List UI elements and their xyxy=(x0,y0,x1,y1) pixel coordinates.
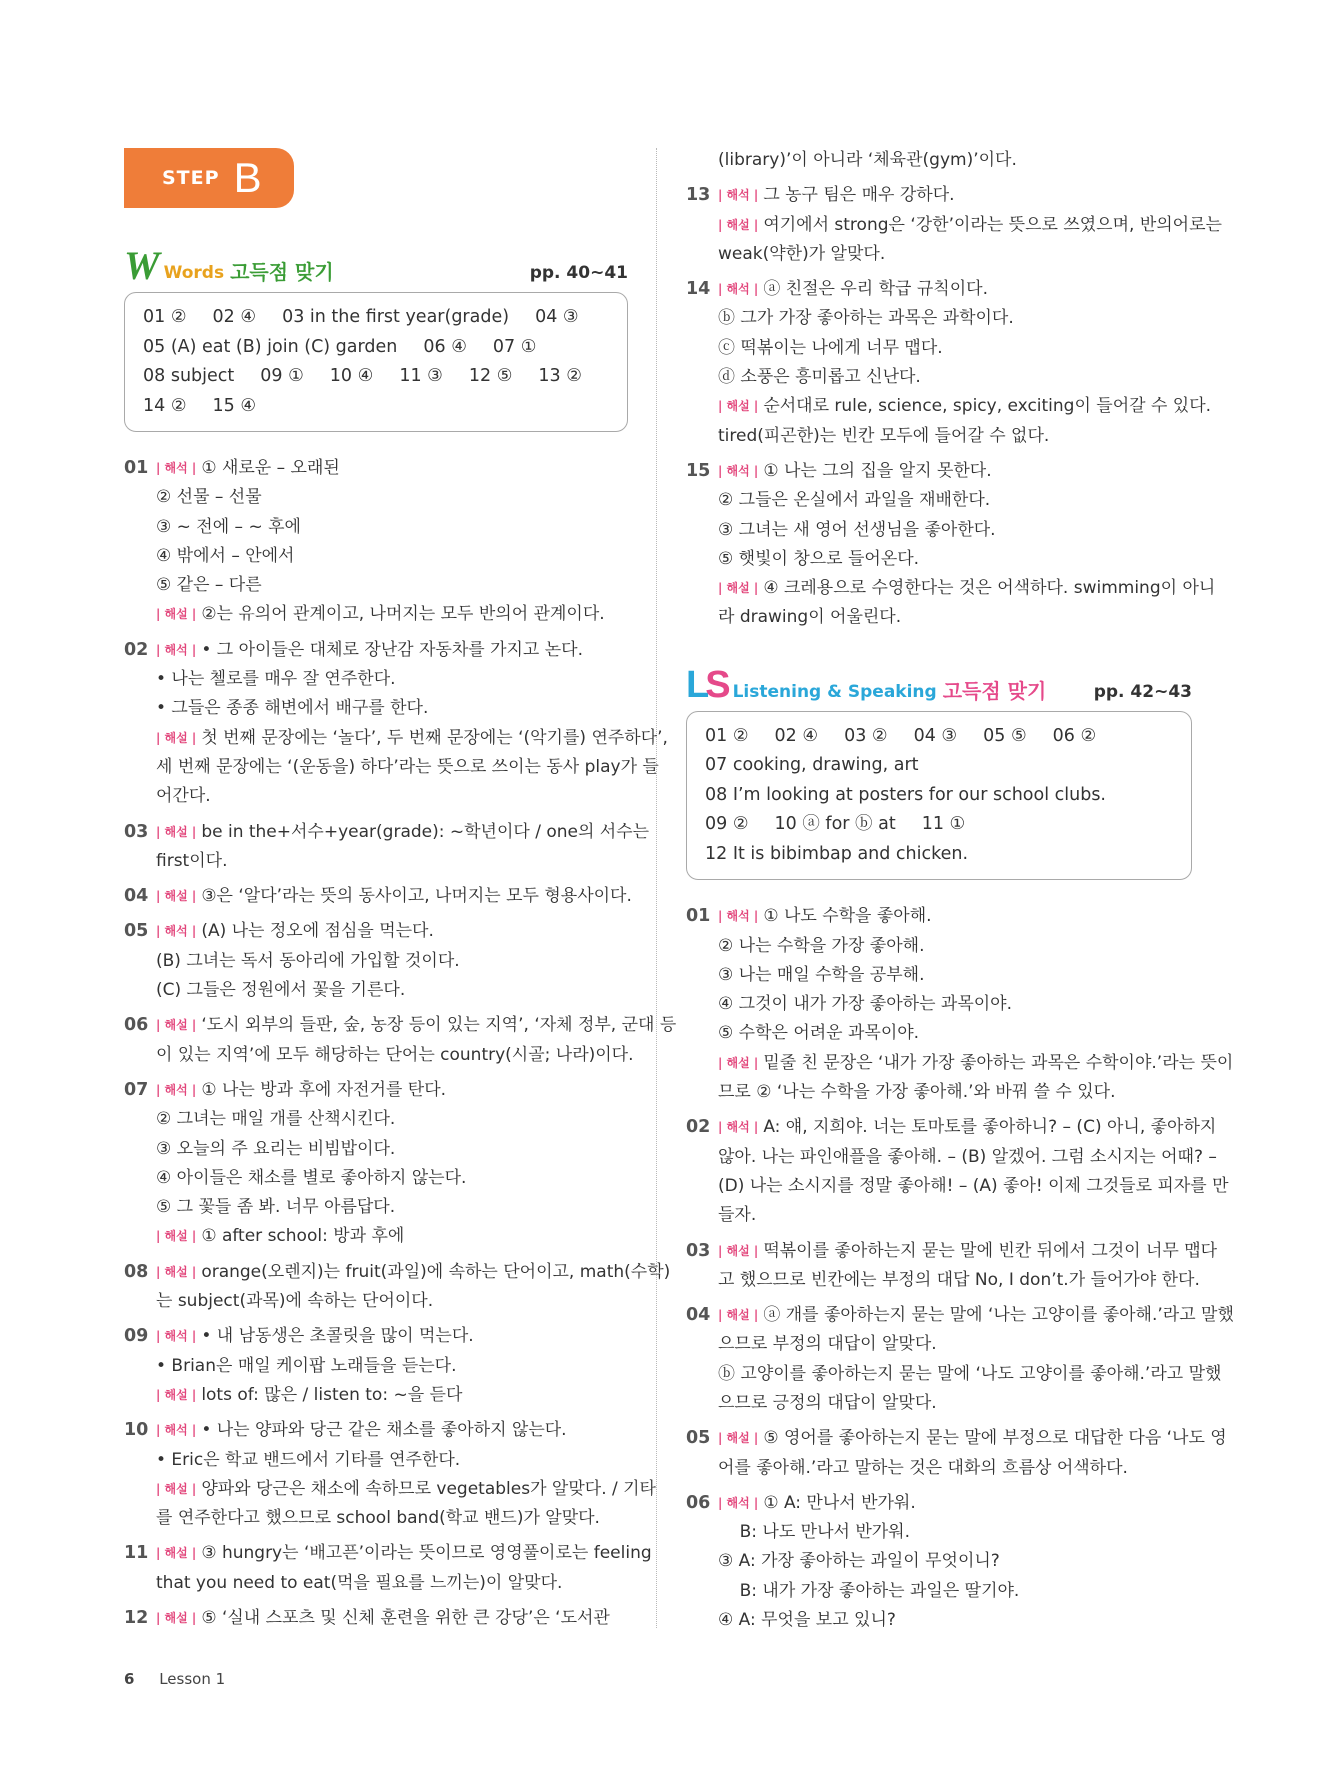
explanation-line xyxy=(718,1019,1192,1048)
line-text: ① A: 만나서 반가워. xyxy=(763,1492,916,1513)
explanation-line xyxy=(718,181,1192,210)
explanation-line xyxy=(718,1577,1192,1606)
line-text: ① 나는 방과 후에 자전거를 탄다. xyxy=(201,1079,447,1100)
explanation-line xyxy=(718,1049,1234,1078)
explanation-item xyxy=(124,1011,677,1070)
explanation-line xyxy=(156,665,628,694)
explanation-item xyxy=(124,1604,628,1633)
line-text: ① 나는 그의 집을 알지 못한다. xyxy=(763,460,992,481)
column-divider xyxy=(656,148,657,1628)
answer: 04 ③ xyxy=(913,725,958,746)
translation-tag: | 해석 | xyxy=(718,282,759,297)
explanation-line xyxy=(718,1301,1234,1330)
line-text: 양파와 당근은 채소에 속하므로 vegetables가 알맞다. / 기타 xyxy=(201,1478,656,1499)
answer: 09 ② xyxy=(705,814,749,835)
explanation-line xyxy=(718,304,1192,333)
explanation-line xyxy=(718,902,1192,931)
item-number: 03 xyxy=(124,821,149,842)
explanation-item xyxy=(686,902,1234,1107)
answer-row xyxy=(705,781,1173,811)
line-text: ④ 밖에서 – 안에서 xyxy=(156,545,295,566)
explanation-tag: | 해설 | xyxy=(156,730,197,745)
explanation-line xyxy=(718,363,1192,392)
page-number: 6 xyxy=(124,1670,135,1688)
explanation-tag: | 해설 | xyxy=(156,1229,197,1244)
translation-tag: | 해석 | xyxy=(156,1329,197,1344)
answer: 11 ① xyxy=(921,814,966,835)
line-text: ③ 나는 매일 수학을 공부해. xyxy=(718,964,925,985)
explanation-item xyxy=(124,1258,671,1317)
explanation-line xyxy=(156,976,628,1005)
explanation-line xyxy=(718,1172,1229,1201)
explanation-item xyxy=(686,457,1216,633)
line-text: ④ A: 무엇을 보고 있니? xyxy=(718,1610,896,1631)
explanation-tag: | 해설 | xyxy=(156,1018,197,1033)
answer: 13 ② xyxy=(538,366,582,386)
answer: 14 ② xyxy=(143,395,187,416)
translation-tag: | 해석 | xyxy=(718,463,759,478)
line-text: • 그 아이들은 대체로 장난감 자동차를 가지고 논다. xyxy=(201,639,584,660)
explanation-item xyxy=(686,1301,1234,1418)
explanation-line xyxy=(156,454,628,483)
explanation-line xyxy=(156,636,628,665)
item-number: 04 xyxy=(124,886,149,907)
explanation-line xyxy=(718,1237,1218,1266)
line-text: ① 나도 수학을 좋아해. xyxy=(763,906,932,927)
ls-logo: LS xyxy=(686,663,727,706)
item-number: 02 xyxy=(686,1117,711,1138)
line-text: (D) 나는 소시지를 정말 좋아해! – (A) 좋아! 이제 그것들로 피자를 만 xyxy=(718,1175,1229,1196)
explanation-line xyxy=(718,1078,1192,1107)
explanation-line xyxy=(718,457,1192,486)
line-text: 라 drawing이 어울린다. xyxy=(718,607,902,628)
line-text: • 나는 첼로를 매우 잘 연주한다. xyxy=(156,669,396,690)
line-text: ③ ~ 전에 – ~ 후에 xyxy=(156,516,301,537)
line-text: weak(약한)가 알맞다. xyxy=(718,243,886,264)
explanation-line xyxy=(156,1322,628,1351)
explanation-line xyxy=(156,753,659,782)
answer: 08 subject xyxy=(143,366,235,386)
explanation-line xyxy=(718,574,1216,603)
explanation-line xyxy=(156,1504,628,1533)
line-text: 세 번째 문장에는 ‘(운동을) 하다’라는 뜻으로 쓰이는 동사 play가 들 xyxy=(156,756,659,777)
explanation-item xyxy=(124,1539,652,1598)
explanation-line xyxy=(156,694,628,723)
explanation-line xyxy=(156,483,628,512)
explanation-line xyxy=(718,545,1192,574)
explanation-line xyxy=(718,1330,1192,1359)
translation-tag: | 해석 | xyxy=(156,461,197,475)
explanation-item xyxy=(686,1237,1218,1296)
translation-tag: | 해석 | xyxy=(156,642,197,657)
translation-tag: | 해석 | xyxy=(718,1120,759,1135)
item-number: 01 xyxy=(686,906,711,927)
answer: 03 in the first year(grade) xyxy=(282,307,510,327)
words-pages: pp. 40~41 xyxy=(529,263,628,283)
words-answer-box xyxy=(124,292,628,432)
item-number: 06 xyxy=(686,1492,711,1513)
line-text: 어를 좋아해.’라고 말하는 것은 대화의 흐름상 어색하다. xyxy=(718,1457,1128,1478)
line-text: (A) 나는 정오에 점심을 먹는다. xyxy=(201,921,434,942)
explanation-item xyxy=(686,1424,1227,1483)
line-text: 이 있는 지역’에 모두 해당하는 단어는 country(시골; 나라)이다. xyxy=(156,1044,634,1065)
answer: 06 ④ xyxy=(423,336,467,357)
line-text: ① 새로운 – 오래된 xyxy=(201,458,340,478)
line-text: tired(피곤한)는 빈칸 모두에 들어갈 수 없다. xyxy=(718,425,1050,446)
line-text: ⑤ 수학은 어려운 과목이야. xyxy=(718,1023,920,1044)
translation-tag: | 해석 | xyxy=(718,1495,759,1510)
explanation-tag: | 해설 | xyxy=(156,1264,197,1279)
line-text: ⑤ 햇빛이 창으로 들어온다. xyxy=(718,548,920,569)
answer: 08 I’m looking at posters for our school clubs. xyxy=(705,784,1106,805)
explanation-tag: | 해설 | xyxy=(718,1308,759,1323)
line-text: ③ 그녀는 새 영어 선생님을 좋아한다. xyxy=(718,519,996,540)
explanation-line xyxy=(156,1604,628,1633)
explanation-line xyxy=(718,1489,1192,1518)
explanation-line xyxy=(718,334,1192,363)
line-text: 고 했으므로 빈칸에는 부정의 대답 No, I don’t.가 들어가야 한다. xyxy=(718,1269,1200,1290)
explanation-line xyxy=(156,1011,677,1040)
line-text: ③ hungry는 ‘배고픈’이라는 뜻이므로 영영풀이로는 feeling xyxy=(201,1543,652,1564)
explanation-line xyxy=(156,1446,628,1475)
explanation-line xyxy=(156,1164,628,1193)
item-number: 04 xyxy=(686,1305,711,1326)
item-number: 03 xyxy=(686,1240,711,1261)
line-text: 순서대로 rule, science, spicy, exciting이 들어갈 수 있다. xyxy=(763,396,1212,417)
item-number: 06 xyxy=(124,1015,149,1036)
explanation-line xyxy=(156,600,628,629)
line-text: ⓓ 소풍은 흥미롭고 신난다. xyxy=(718,367,921,388)
line-text: (C) 그들은 정원에서 꽃을 기른다. xyxy=(156,980,406,1001)
explanation-item xyxy=(124,818,650,877)
explanation-line xyxy=(718,1113,1217,1142)
explanation-line xyxy=(718,211,1222,240)
explanation-line xyxy=(156,1352,628,1381)
line-text: B: 나도 만나서 반가워. xyxy=(718,1522,910,1543)
item-number: 01 xyxy=(124,458,149,478)
explanation-item xyxy=(686,181,1222,269)
explanation-line xyxy=(718,990,1192,1019)
explanation-line xyxy=(718,1518,1192,1547)
answer: 06 ② xyxy=(1052,725,1097,746)
line-text: ④ 그것이 내가 가장 좋아하는 과목이야. xyxy=(718,994,1012,1015)
explanation-line xyxy=(156,1287,628,1316)
line-text: orange(오렌지)는 fruit(과일)에 속하는 단어이고, math(수학) xyxy=(201,1261,671,1282)
explanation-tag: | 해설 | xyxy=(156,889,197,904)
explanation-line xyxy=(156,1416,628,1445)
explanation-tag: | 해설 | xyxy=(718,399,759,414)
explanation-line xyxy=(156,1041,634,1070)
explanation-line xyxy=(718,603,1192,632)
explanation-line xyxy=(718,961,1192,990)
line-text: ③ A: 가장 좋아하는 과일이 무엇이니? xyxy=(718,1551,1000,1572)
line-text: A: 얘, 지희야. 너는 토마토를 좋아하니? – (C) 아니, 좋아하지 xyxy=(763,1117,1217,1138)
line-text: • 내 남동생은 초콜릿을 많이 먹는다. xyxy=(201,1326,474,1347)
line-text: ④ 크레용으로 수영한다는 것은 어색하다. swimming이 아니 xyxy=(763,578,1216,599)
line-text: be in the+서수+year(grade): ~학년이다 / one의 서수는 xyxy=(201,821,650,842)
explanation-line xyxy=(156,1105,628,1134)
explanation-line xyxy=(156,882,632,911)
line-text: ④ 아이들은 채소를 별로 좋아하지 않는다. xyxy=(156,1167,467,1188)
line-text: • Brian은 매일 케이팝 노래들을 듣는다. xyxy=(156,1355,457,1376)
explanation-tag: | 해설 | xyxy=(156,607,197,622)
explanation-line xyxy=(156,1475,656,1504)
answer: 05 (A) eat (B) join (C) garden xyxy=(143,336,398,357)
explanation-line xyxy=(718,422,1192,451)
answer: 04 ③ xyxy=(535,307,579,327)
explanation-item xyxy=(686,1489,1192,1635)
explanation-item xyxy=(686,275,1212,451)
explanation-item xyxy=(124,917,628,1005)
line-text: 떡볶이를 좋아하는지 묻는 말에 빈칸 뒤에서 그것이 너무 맵다 xyxy=(763,1240,1218,1261)
lesson-label: Lesson 1 xyxy=(159,1670,226,1688)
line-text: ② 그녀는 매일 개를 산책시킨다. xyxy=(156,1109,396,1130)
words-explanations xyxy=(124,454,677,1633)
line-text: ‘도시 외부의 들판, 숲, 농장 등이 있는 지역’, ‘자체 정부, 군대 등 xyxy=(201,1015,677,1036)
answer: 12 ⑤ xyxy=(468,366,513,386)
answer-row xyxy=(705,722,1173,752)
explanation-line xyxy=(718,1266,1200,1295)
line-text: 므로 ② ‘나는 수학을 가장 좋아해.’와 바꿔 쓸 수 있다. xyxy=(718,1082,1116,1103)
translation-tag: | 해석 | xyxy=(156,1082,197,1097)
answer-row xyxy=(705,810,1173,840)
explanation-line xyxy=(156,818,650,847)
line-text: ⑤ ‘실내 스포츠 및 신체 훈련을 위한 큰 강당’은 ‘도서관 xyxy=(201,1607,610,1628)
words-subtitle: Words xyxy=(163,263,225,283)
translation-tag: | 해석 | xyxy=(156,1423,197,1438)
line-text: ②는 유의어 관계이고, 나머지는 모두 반의어 관계이다. xyxy=(201,604,605,625)
line-text: 으므로 부정의 대답이 알맞다. xyxy=(718,1334,937,1355)
item-number: 14 xyxy=(686,279,711,300)
explanation-tag: | 해설 | xyxy=(718,1055,759,1070)
line-text: ⓐ 개를 좋아하는지 묻는 말에 ‘나는 고양이를 좋아해.’라고 말했 xyxy=(763,1305,1234,1326)
line-text: ⓒ 떡볶이는 나에게 너무 맵다. xyxy=(718,337,943,358)
item-number: 05 xyxy=(686,1428,711,1449)
line-text: ⑤ 같은 – 다른 xyxy=(156,575,262,596)
line-text: 들자. xyxy=(718,1205,757,1226)
line-text: first이다. xyxy=(156,850,228,871)
line-text: 으므로 긍정의 대답이 알맞다. xyxy=(718,1393,937,1413)
explanation-item xyxy=(124,636,668,812)
item-number: 02 xyxy=(124,639,149,660)
answer-row xyxy=(705,751,1173,781)
page-footer xyxy=(124,1670,225,1688)
line-text: ⑤ 그 꽃들 좀 봐. 너무 아름답다. xyxy=(156,1197,396,1218)
answer: 09 ① xyxy=(260,366,304,386)
explanation-tag: | 해설 | xyxy=(156,824,197,839)
explanation-line xyxy=(156,1135,628,1164)
line-text: ② 그들은 온실에서 과일을 재배한다. xyxy=(718,490,991,511)
answer: 05 ⑤ xyxy=(983,725,1027,746)
item-number: 11 xyxy=(124,1543,149,1564)
explanation-tag: | 해설 | xyxy=(156,1481,197,1496)
explanation-line xyxy=(718,932,1192,961)
line-text: ② 선물 – 선물 xyxy=(156,487,262,508)
line-text: 첫 번째 문장에는 ‘놀다’, 두 번째 문장에는 ‘(악기를) 연주하다’, xyxy=(201,727,668,748)
words-logo: W xyxy=(124,243,160,288)
explanation-line xyxy=(156,724,668,753)
answer: 10 ④ xyxy=(329,366,374,386)
answer: 01 ② xyxy=(143,307,187,327)
item-number: 07 xyxy=(124,1079,149,1100)
translation-tag: | 해석 | xyxy=(718,188,759,203)
explanation-tag: | 해설 | xyxy=(156,1546,197,1561)
explanation-line xyxy=(718,1360,1222,1389)
explanation-item xyxy=(686,1113,1229,1230)
line-text: ⓑ 그가 가장 좋아하는 과목은 과학이다. xyxy=(718,308,1014,329)
explanation-tag: | 해설 | xyxy=(718,217,759,232)
explanation-line xyxy=(718,1201,1192,1230)
line-text: lots of: 많은 / listen to: ~을 듣다 xyxy=(201,1384,463,1405)
translation-tag: | 해석 | xyxy=(718,909,759,924)
line-text: 그 농구 팀은 매우 강하다. xyxy=(763,185,955,206)
answer-row xyxy=(143,392,609,422)
answer: 07 ① xyxy=(492,336,537,357)
line-text: 여기에서 strong은 ‘강한’이라는 뜻으로 쓰였으며, 반의어로는 xyxy=(763,214,1222,235)
explanation-line xyxy=(718,392,1212,421)
line-text: that you need to eat(먹을 필요를 느끼는)이 알맞다. xyxy=(156,1572,563,1593)
explanation-line xyxy=(156,571,628,600)
answer: 10 ⓐ for ⓑ at xyxy=(774,814,896,835)
words-section-header xyxy=(124,243,628,288)
explanation-tag: | 해설 | xyxy=(718,1243,759,1258)
explanation-line xyxy=(718,516,1192,545)
continued-item xyxy=(686,146,1192,175)
translation-tag: | 해석 | xyxy=(156,924,197,939)
line-text: ⑤ 영어를 좋아하는지 묻는 말에 부정으로 대답한 다음 ‘나도 영 xyxy=(763,1428,1227,1449)
ls-pages: pp. 42~43 xyxy=(1093,681,1192,702)
explanation-item xyxy=(124,454,628,630)
explanation-line xyxy=(156,1539,652,1568)
line-text: • 나는 양파와 당근 같은 채소를 좋아하지 않는다. xyxy=(201,1420,567,1441)
item-number: 08 xyxy=(124,1261,149,1282)
explanation-line xyxy=(156,782,628,811)
line-text: • 그들은 종종 해변에서 배구를 한다. xyxy=(156,698,429,719)
explanation-line xyxy=(156,542,628,571)
line-text: ② 나는 수학을 가장 좋아해. xyxy=(718,935,925,956)
answer: 11 ③ xyxy=(399,366,443,386)
explanation-line xyxy=(156,1222,628,1251)
explanation-line xyxy=(156,1569,628,1598)
line-text: 는 subject(과목)에 속하는 단어이다. xyxy=(156,1291,434,1312)
words-explanations-continued xyxy=(686,181,1222,632)
answer: 02 ④ xyxy=(774,725,819,746)
explanation-item xyxy=(124,1076,628,1252)
line-text: ⓑ 고양이를 좋아하는지 묻는 말에 ‘나도 고양이를 좋아해.’라고 말했 xyxy=(718,1363,1222,1384)
explanation-line xyxy=(718,1143,1217,1172)
line-text: ③ 오늘의 주 요리는 비빔밥이다. xyxy=(156,1138,396,1159)
explanation-line xyxy=(718,275,1192,304)
line-text: 를 연주한다고 했으므로 school band(학교 밴드)가 알맞다. xyxy=(156,1508,600,1529)
step-letter: B xyxy=(233,154,262,201)
explanation-item xyxy=(124,1322,628,1410)
explanation-item xyxy=(124,1416,656,1533)
explanation-line xyxy=(718,1606,1192,1635)
line-text: 않아. 나는 파인애플을 좋아해. – (B) 알겠어. 그럼 소시지는 어때? – xyxy=(718,1146,1217,1167)
explanation-line xyxy=(718,1389,1192,1418)
explanation-line xyxy=(156,847,628,876)
line-text: 밑줄 친 문장은 ‘내가 가장 좋아하는 과목은 수학이야.’라는 뜻이 xyxy=(763,1052,1234,1073)
left-column xyxy=(124,243,677,1639)
answer: 03 ② xyxy=(844,725,888,746)
right-column xyxy=(686,146,1234,1641)
explanation-tag: | 해설 | xyxy=(156,1387,197,1402)
explanation-line xyxy=(156,1258,671,1287)
item-number: 15 xyxy=(686,460,711,481)
line-text: B: 내가 가장 좋아하는 과일은 딸기야. xyxy=(718,1580,1020,1601)
line-text: • Eric은 학교 밴드에서 기타를 연주한다. xyxy=(156,1449,461,1470)
explanation-line xyxy=(156,513,628,542)
explanation-line xyxy=(718,1424,1227,1453)
ls-title: 고득점 맞기 xyxy=(942,678,1047,703)
item-number: 10 xyxy=(124,1420,149,1441)
explanation-line xyxy=(718,486,1192,515)
answer-row xyxy=(143,362,609,392)
item-number: 05 xyxy=(124,921,149,942)
explanation-line xyxy=(718,240,1192,269)
answer: 12 It is bibimbap and chicken. xyxy=(705,843,969,864)
answer-row xyxy=(143,333,609,363)
line-text: ③은 ‘알다’라는 뜻의 동사이고, 나머지는 모두 형용사이다. xyxy=(201,886,632,907)
explanation-tag: | 해설 | xyxy=(718,581,759,596)
ls-subtitle: Listening & Speaking xyxy=(732,681,937,702)
answer: 15 ④ xyxy=(212,395,257,416)
step-tab xyxy=(124,148,294,208)
line-text: ⓐ 친절은 우리 학급 규칙이다. xyxy=(763,279,988,300)
ls-answer-box xyxy=(686,711,1192,881)
line-text: (B) 그녀는 독서 동아리에 가입할 것이다. xyxy=(156,950,460,971)
item-number: 12 xyxy=(124,1607,149,1628)
item-number: 09 xyxy=(124,1326,149,1347)
explanation-line xyxy=(156,1193,628,1222)
explanation-tag: | 해설 | xyxy=(718,1431,759,1446)
explanation-line xyxy=(156,1076,628,1105)
explanation-tag: | 해설 | xyxy=(156,1610,197,1625)
line-text: ① after school: 방과 후에 xyxy=(201,1226,405,1247)
explanation-line xyxy=(156,947,628,976)
step-label: STEP xyxy=(162,167,220,189)
answer: 07 cooking, drawing, art xyxy=(705,755,919,776)
answer: 01 ② xyxy=(705,725,749,746)
explanation-line xyxy=(156,917,628,946)
answer: 02 ④ xyxy=(212,307,257,327)
ls-explanations xyxy=(686,902,1234,1635)
explanation-line xyxy=(718,1454,1192,1483)
explanation-line xyxy=(156,1381,628,1410)
explanation-line xyxy=(718,1547,1192,1576)
explanation-item xyxy=(124,882,632,911)
ls-section-header xyxy=(686,663,1192,706)
words-title: 고득점 맞기 xyxy=(230,260,334,284)
item-number: 13 xyxy=(686,185,711,206)
answer-row xyxy=(705,840,1173,870)
continued-line: (library)’이 아니라 ‘체육관(gym)’이다. xyxy=(718,150,1017,170)
answer-row xyxy=(143,303,609,333)
line-text: 어간다. xyxy=(156,786,211,807)
